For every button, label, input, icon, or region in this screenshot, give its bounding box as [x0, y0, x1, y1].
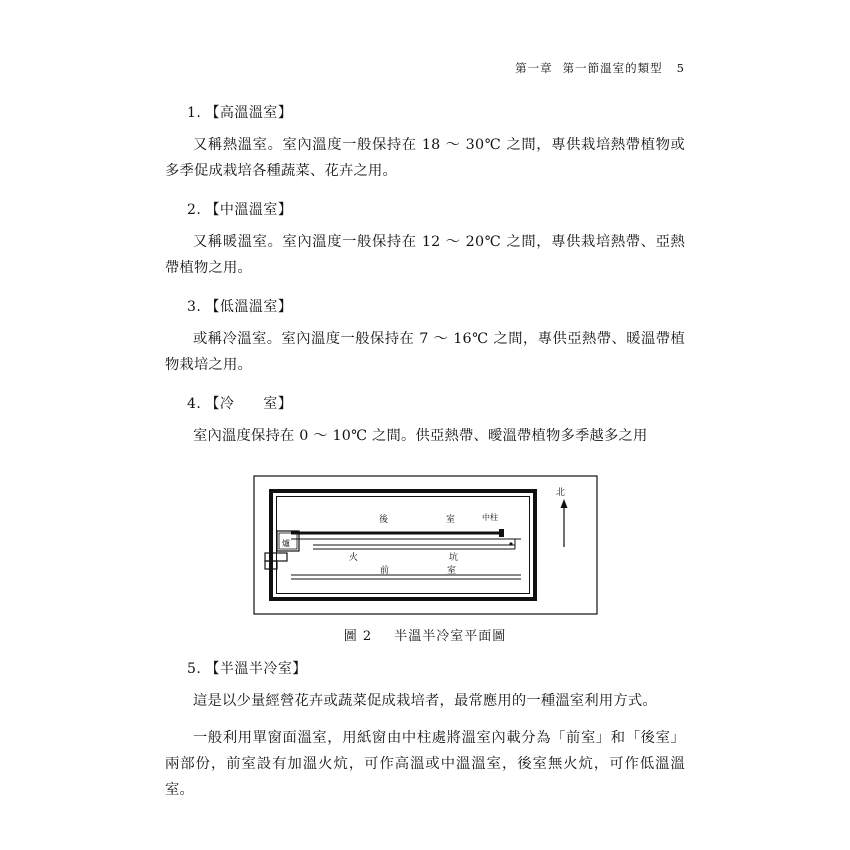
section-heading-1 [187, 102, 685, 122]
label-fire: 火 [348, 553, 358, 564]
label-front-room: 前 [379, 566, 389, 577]
section-paragraph-5b: 一般利用單窗面溫室，用紙窗由中柱處將溫室內載分為「前室」和「後室」兩部份，前室設有加溫火炕，可作高溫或中溫溫室，後室無火炕，可作低溫溫室。 [165, 729, 685, 799]
section-paragraph-1: 又稱熱溫室。室內溫度一般保持在 18 ～ 30℃ 之間，專供栽培熱帶植物或多季促成栽培各種蔬菜、花卉之用。 [165, 137, 685, 180]
section-heading-2 [187, 199, 685, 219]
figure-caption-title: 半溫半冷室平面圖 [394, 629, 507, 645]
figure-caption-label: 圖 2 [343, 629, 373, 645]
section-paragraph-5a: 這是以少量經營花卉或蔬菜促成栽培者，最常應用的一種溫室利用方式。 [193, 693, 657, 710]
section-title-3: 【低溫溫室】 [205, 298, 293, 315]
section-heading-4 [187, 393, 685, 413]
section-number-2: 2. [187, 201, 202, 218]
section-number-1: 1. [187, 105, 202, 121]
figure-caption [253, 625, 598, 644]
running-head [165, 60, 685, 76]
label-pit: 坑 [448, 553, 458, 564]
section-title-1: 【高溫溫室】 [205, 105, 293, 121]
label-center-post: 中柱 [481, 513, 498, 523]
label-front-room-2: 室 [446, 566, 456, 577]
running-head-chapter: 第一章 [515, 61, 553, 75]
figure-greenhouse-plan [253, 475, 598, 644]
label-back-room: 後 [378, 515, 388, 526]
section-number-4: 4. [187, 395, 202, 412]
section-paragraph-3: 或稱冷溫室。室內溫度一般保持在 7 ～ 16℃ 之間，專供亞熱帶、暖溫帶植物栽培之用。 [165, 330, 685, 374]
label-stove: 爐 [281, 539, 290, 549]
section-heading-3 [187, 296, 685, 316]
label-back-room-2: 室 [445, 515, 455, 526]
section-paragraph-2: 又稱暖溫室。室內溫度一般保持在 12 ～ 20℃ 之間，專供栽培熱帶、亞熱帶植物之用。 [165, 233, 685, 277]
section-title-2: 【中溫溫室】 [205, 201, 293, 218]
label-north: 北 [555, 488, 565, 499]
section-heading-5 [187, 658, 685, 678]
section-paragraph-4: 室內溫度保持在 0 ～ 10℃ 之間。供亞熱帶、曖溫帶植物多季越多之用 [193, 427, 648, 444]
page-number: 5 [676, 61, 685, 75]
running-head-section: 第一節溫室的類型 [562, 61, 663, 75]
section-title-5: 【半溫半冷室】 [205, 661, 307, 678]
section-title-4: 【冷 室】 [205, 395, 293, 412]
figure-diagram [253, 475, 598, 615]
section-number-5: 5. [187, 661, 202, 678]
section-number-3: 3. [187, 298, 202, 315]
